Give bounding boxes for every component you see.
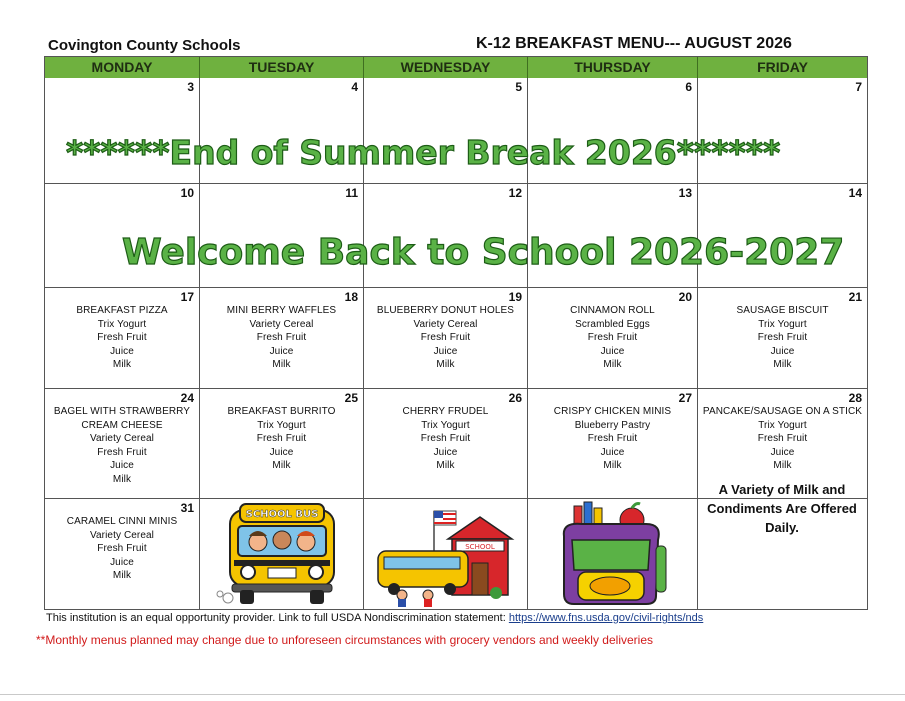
menu-entree: MINI BERRY WAFFLES [226,305,337,316]
menu-item: Milk [112,570,132,581]
menu-item: Juice [770,446,795,458]
menu-entree: SAUSAGE BISCUIT [736,305,829,316]
milk-condiments-notice: A Variety of Milk and Condiments Are Offered Daily. [707,482,857,535]
date-number: 12 [508,186,522,200]
weekday-tuesday: TUESDAY [200,57,364,78]
date-number: 26 [508,391,522,405]
day-cell [364,389,528,499]
usda-link[interactable]: https://www.fns.usda.gov/civil-rights/nds [508,612,704,624]
weekday-friday: FRIDAY [757,59,808,75]
menu-item: Milk [112,473,132,485]
school-bus-clipart [212,500,352,606]
date-number: 7 [855,80,862,94]
date-number: 10 [180,186,194,200]
date-number: 31 [180,501,194,515]
school-sign: SCHOOL [465,543,495,551]
menu-item: Juice [433,345,458,357]
date-number: 25 [344,391,358,405]
menu-items [45,515,199,583]
welcome-back-banner: Welcome Back to School 2026-2027 [122,232,845,273]
weekday-monday: MONDAY [45,57,200,78]
menu-item: Juice [600,345,625,357]
menu-item: Milk [773,460,792,471]
menu-item: Milk [603,460,622,471]
menu-item: Fresh Fruit [587,433,638,444]
menu-item: Milk [272,359,291,370]
menu-item: Fresh Fruit [256,433,307,444]
date-number: 24 [180,391,194,405]
menu-entree: BREAKFAST BURRITO [227,406,336,417]
menu-items [698,304,867,372]
menu-item: Scrambled Eggs [575,318,650,330]
day-cell [200,389,364,499]
menu-items [528,405,697,473]
menu-item: Variety Cereal [413,318,478,330]
menu-item: Fresh Fruit [757,433,808,444]
menu-item: Fresh Fruit [587,332,638,343]
menu-item: Juice [269,446,294,458]
day-cell [364,288,528,389]
menu-item: Fresh Fruit [256,332,307,343]
day-cell [45,389,200,499]
date-number: 11 [345,186,358,200]
menu-item: Trix Yogurt [421,419,470,431]
menu-items [45,304,199,372]
menu-item: Milk [436,460,455,471]
menu-item: Juice [110,460,134,471]
menu-item: Juice [269,345,294,357]
date-number: 28 [848,391,862,405]
usda-statement-text: This institution is an equal opportunity provider. Link to full USDA Nondiscrimination statement: [46,612,506,624]
menu-entree: CHERRY FRUDEL [402,406,489,417]
menu-item: Juice [433,446,458,458]
menu-item: Variety Cereal [89,529,155,541]
menu-item: CREAM CHEESE [81,419,163,431]
menu-item: Milk [603,359,622,370]
menu-item: Fresh Fruit [97,446,147,458]
date-number: 27 [678,391,692,405]
menu-entree: CRISPY CHICKEN MINIS [553,406,672,417]
weekday-thursday: THURSDAY [528,57,698,78]
menu-items [364,405,527,473]
menu-item: Trix Yogurt [257,419,306,431]
menu-item: Milk [436,359,455,370]
menu-item: Fresh Fruit [97,543,147,554]
menu-items [528,304,697,372]
menu-item: Juice [110,556,134,568]
date-number: 18 [344,290,358,304]
backpack-clipart [552,500,670,606]
date-number: 13 [678,186,692,200]
date-number: 14 [848,186,862,200]
date-number: 6 [685,80,692,94]
usda-statement [46,612,703,624]
menu-entree: BAGEL WITH STRAWBERRY [53,406,191,417]
school-name: Covington County Schools [48,37,241,54]
date-number: 5 [515,80,522,94]
menu-items [200,405,363,473]
date-number: 20 [678,290,692,304]
schoolhouse-clipart [372,503,522,607]
weekday-wednesday: WEDNESDAY [364,57,528,78]
summer-break-banner: ******End of Summer Break 2026****** [66,133,781,172]
day-cell [528,389,698,499]
menu-title: K-12 BREAKFAST MENU--- AUGUST 2026 [476,35,792,52]
menu-entree: CARAMEL CINNI MINIS [66,516,178,527]
date-number: 21 [848,290,862,304]
menu-item: Blueberry Pastry [574,419,651,431]
menu-item: Fresh Fruit [97,332,147,343]
menu-item: Trix Yogurt [758,318,807,330]
date-number: 3 [187,80,194,94]
menu-item: Milk [773,359,792,370]
menu-item: Juice [110,345,134,357]
date-number: 4 [351,80,358,94]
menu-item: Trix Yogurt [97,318,147,330]
day-cell [200,288,364,389]
menu-item: Milk [272,460,291,471]
menu-items [200,304,363,372]
day-cell [698,288,867,389]
menu-entree: BREAKFAST PIZZA [76,305,168,316]
menu-item: Fresh Fruit [420,332,471,343]
day-cell [528,288,698,389]
bus-sign: SCHOOL BUS [245,509,319,520]
menu-item: Milk [112,359,132,370]
menu-change-disclaimer: **Monthly menus planned may change due to unforeseen circumstances with grocery vendors and weekly deliveries [36,633,653,647]
menu-entree: BLUEBERRY DONUT HOLES [376,305,515,316]
menu-item: Variety Cereal [89,433,155,444]
day-cell [45,499,200,609]
menu-item: Variety Cereal [249,318,314,330]
menu-item: Juice [600,446,625,458]
menu-item: Trix Yogurt [758,419,807,431]
menu-item: Juice [770,345,795,357]
weekday-header-row [45,57,867,78]
menu-items [364,304,527,372]
menu-item: Fresh Fruit [757,332,808,343]
menu-entree: PANCAKE/SAUSAGE ON A STICK [702,406,863,417]
menu-items [698,405,867,473]
menu-item: Fresh Fruit [420,433,471,444]
menu-items [45,405,199,486]
day-cell [45,288,200,389]
page-bottom-divider [0,694,905,695]
menu-entree: CINNAMON ROLL [570,305,655,316]
date-number: 19 [508,290,522,304]
date-number: 17 [180,290,194,304]
